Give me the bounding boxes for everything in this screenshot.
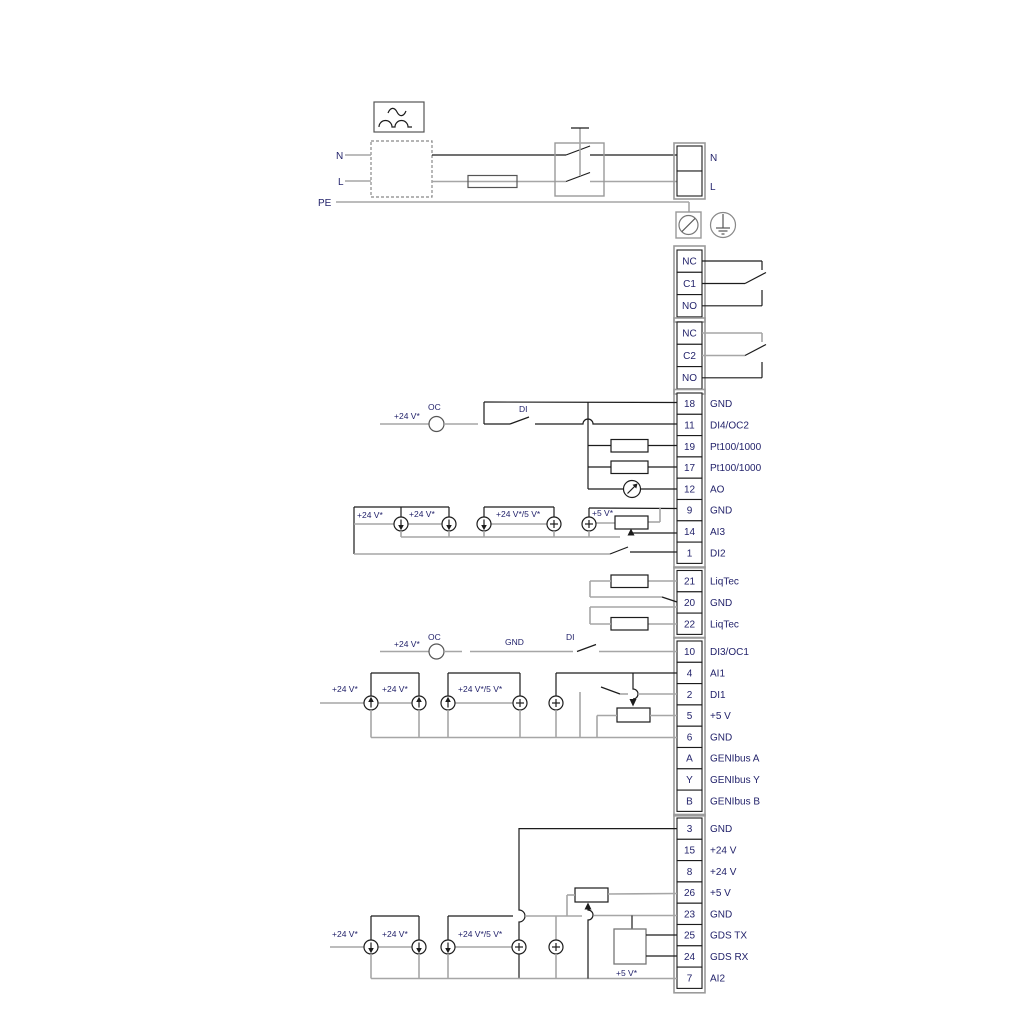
terminal-2-id: 2 [686, 689, 693, 701]
current-source-plus-icon [513, 696, 527, 710]
wiring-di4-pt100-ao [380, 402, 677, 498]
relay2-no: NO [682, 373, 697, 385]
filter-dashed-box [371, 141, 432, 197]
potentiometer-icon [575, 888, 608, 902]
terminal-3-id: 3 [686, 824, 693, 836]
di3-gnd-label: GND [505, 637, 524, 647]
terminal-12-id: 12 [683, 484, 696, 496]
di3-di-label: DI [566, 632, 575, 642]
terminal-14-label: AI3 [710, 527, 726, 538]
ai3-24v-b-label: +24 V* [409, 509, 435, 519]
relay1-nc: NC [682, 256, 697, 268]
terminal-12-label: AO [710, 484, 725, 496]
ai3-24v-5v-label: +24 V*/5 V* [496, 509, 541, 519]
terminal-strip-io-top [674, 390, 762, 568]
resistor-icon [611, 575, 648, 588]
wiring-di3 [380, 632, 677, 659]
terminal-a-label: GENIbus A [710, 753, 760, 765]
di4-di-label: DI [519, 404, 528, 414]
terminal-20-label: GND [710, 598, 733, 609]
mains-pe-label: PE [318, 198, 332, 209]
ai3-5v-label: +5 V* [592, 508, 614, 518]
terminal-24-label: GDS RX [710, 952, 749, 963]
di1-switch-blade [601, 687, 620, 694]
terminal-l-label: L [710, 182, 716, 193]
current-source-plus-icon [547, 517, 561, 531]
terminal-10-id: 10 [683, 647, 696, 659]
wiring-liqtec [590, 575, 677, 630]
sine-icon [388, 108, 406, 115]
terminal-22-id: 22 [683, 619, 696, 631]
current-source-plus-icon [582, 517, 596, 531]
current-source-up-icon [441, 696, 455, 710]
di4-switch-blade [510, 417, 529, 424]
terminal-23-id: 23 [683, 909, 696, 921]
terminal-19-label: Pt100/1000 [710, 441, 762, 453]
terminal-y-id: Y [686, 775, 693, 786]
terminal-strip-io-mid [674, 638, 760, 816]
screw-slot-icon [682, 219, 695, 232]
current-source-plus-icon [512, 940, 526, 954]
wiring-ai3-ladder [354, 507, 677, 554]
wiring-ai1-ladder [320, 673, 677, 738]
terminal-a-id: A [686, 753, 693, 765]
terminal-18-label: GND [710, 399, 733, 411]
mains-l-label: L [338, 177, 344, 188]
terminal-1-id: 1 [686, 548, 693, 560]
terminal-17-label: Pt100/1000 [710, 463, 762, 475]
relay-1 [674, 246, 766, 322]
terminal-26-label: +5 V [710, 888, 731, 900]
relay-2 [674, 318, 766, 394]
wiper-wire [588, 909, 593, 979]
mains-section [318, 102, 736, 238]
resistor-icon [611, 461, 648, 474]
terminal-10-label: DI3/OC1 [710, 647, 749, 659]
wiring-ai2-ladder [330, 829, 677, 979]
relay2-contact [702, 333, 766, 378]
terminal-9-id: 9 [686, 505, 693, 517]
terminal-11-id: 11 [684, 420, 695, 432]
terminal-7-label: AI2 [710, 973, 726, 985]
current-source-down-icon [364, 940, 378, 954]
switch-blade-n [566, 146, 590, 155]
di2-switch-blade [610, 547, 628, 554]
earth-symbol [711, 213, 736, 238]
resistor-icon [611, 440, 648, 453]
di2-switch [354, 547, 677, 554]
terminal-15-label: +24 V [710, 845, 737, 857]
terminal-24-id: 24 [683, 952, 696, 963]
terminal-strip-liqtec [674, 567, 739, 638]
terminal-b-id: B [686, 796, 693, 808]
terminal-20-id: 20 [683, 598, 696, 609]
terminal-25-id: 25 [683, 930, 696, 942]
mains-n-label: N [336, 151, 344, 162]
ac-waveform-box [374, 102, 424, 132]
potentiometer-icon [617, 708, 650, 722]
di4-oc-label: OC [428, 402, 441, 412]
terminal-3-label: GND [710, 824, 733, 836]
ai1-24v-5v-label: +24 V*/5 V* [458, 684, 503, 694]
terminal-4-id: 4 [686, 668, 693, 680]
terminal-7-id: 7 [686, 973, 693, 985]
terminal-1-label: DI2 [710, 548, 726, 560]
terminal-18-id: 18 [683, 399, 696, 411]
relay2-nc: NC [682, 328, 697, 340]
current-source-down-icon [412, 940, 426, 954]
di3-24v-label: +24 V* [394, 639, 420, 649]
current-source-up-icon [412, 696, 426, 710]
ai1-24v-a-label: +24 V* [332, 684, 358, 694]
ai3-24v-a-label: +24 V* [357, 510, 383, 520]
terminal-y-label: GENIbus Y [710, 775, 760, 786]
current-source-down-icon [442, 517, 456, 531]
wiper-arrow-icon [630, 699, 637, 707]
terminal-22-label: LiqTec [710, 619, 739, 631]
open-collector-icon [429, 417, 444, 432]
terminal-23-label: GND [710, 909, 733, 921]
switch-blade-l [566, 173, 590, 182]
ai1-potentiometer [597, 708, 677, 738]
relay1-no: NO [682, 301, 697, 313]
terminal-6-id: 6 [686, 732, 693, 744]
di3-oc-label: OC [428, 632, 441, 642]
potentiometer-icon [615, 516, 648, 529]
ai1-24v-b-label: +24 V* [382, 684, 408, 694]
terminal-9-label: GND [710, 505, 733, 517]
terminal-26-id: 26 [683, 888, 696, 900]
di4-24v-label: +24 V* [394, 411, 420, 421]
relay1-blade [745, 273, 766, 284]
ai2-24v-b-label: +24 V* [382, 929, 408, 939]
terminal-5-id: 5 [686, 711, 693, 723]
current-source-down-icon [441, 940, 455, 954]
wire-l [345, 173, 677, 188]
terminal-5-label: +5 V [710, 711, 731, 723]
terminal-n-label: N [710, 153, 718, 164]
terminal-21-id: 21 [683, 576, 696, 588]
power-terminal-block [674, 143, 717, 199]
pe-screw-terminal [676, 212, 701, 238]
terminal-25-label: GDS TX [710, 930, 748, 942]
wiper-arrow-icon [585, 903, 592, 910]
analog-output-meter [588, 481, 677, 498]
wire-pe [336, 202, 689, 212]
ai3-potentiometer [615, 516, 677, 536]
ai2-24v-5v-label: +24 V*/5 V* [458, 929, 503, 939]
current-source-up-icon [364, 696, 378, 710]
terminal-6-label: GND [710, 732, 733, 744]
terminal-2-label: DI1 [710, 689, 726, 701]
resistor-icon [611, 618, 648, 631]
terminal-21-label: LiqTec [710, 576, 739, 588]
pt100-sensor-19 [588, 440, 677, 453]
gnd3-wire [519, 829, 677, 940]
di3-switch-blade [577, 645, 596, 652]
terminal-strip-io-bottom [674, 815, 749, 993]
terminal-4-label: AI1 [710, 668, 726, 680]
gds-5v-label: +5 V* [616, 968, 638, 978]
terminal-19-id: 19 [683, 441, 696, 453]
current-source-plus-icon [549, 696, 563, 710]
terminal-15-id: 15 [683, 845, 696, 857]
main-switch [555, 128, 604, 196]
gds-sensor [614, 916, 677, 979]
open-collector-icon [429, 644, 444, 659]
ai2-24v-a-label: +24 V* [332, 929, 358, 939]
current-source-plus-icon [549, 940, 563, 954]
pt100-sensor-17 [588, 461, 677, 474]
terminal-8-id: 8 [686, 866, 693, 878]
gds-sensor-box [614, 929, 646, 964]
terminal-14-id: 14 [683, 527, 696, 538]
relay2-c2: C2 [683, 350, 696, 362]
relay1-c1: C1 [683, 278, 696, 290]
terminal-8-label: +24 V [710, 866, 737, 878]
wire-n [345, 146, 677, 155]
relay2-blade [745, 345, 766, 356]
terminal-17-id: 17 [683, 463, 696, 475]
terminal-b-label: GENIbus B [710, 796, 761, 808]
rectified-sine-icon [379, 121, 412, 128]
current-source-down-icon [477, 517, 491, 531]
terminal-11-label: DI4/OC2 [710, 420, 749, 432]
current-source-down-icon [394, 517, 408, 531]
relay1-contact [702, 261, 766, 306]
